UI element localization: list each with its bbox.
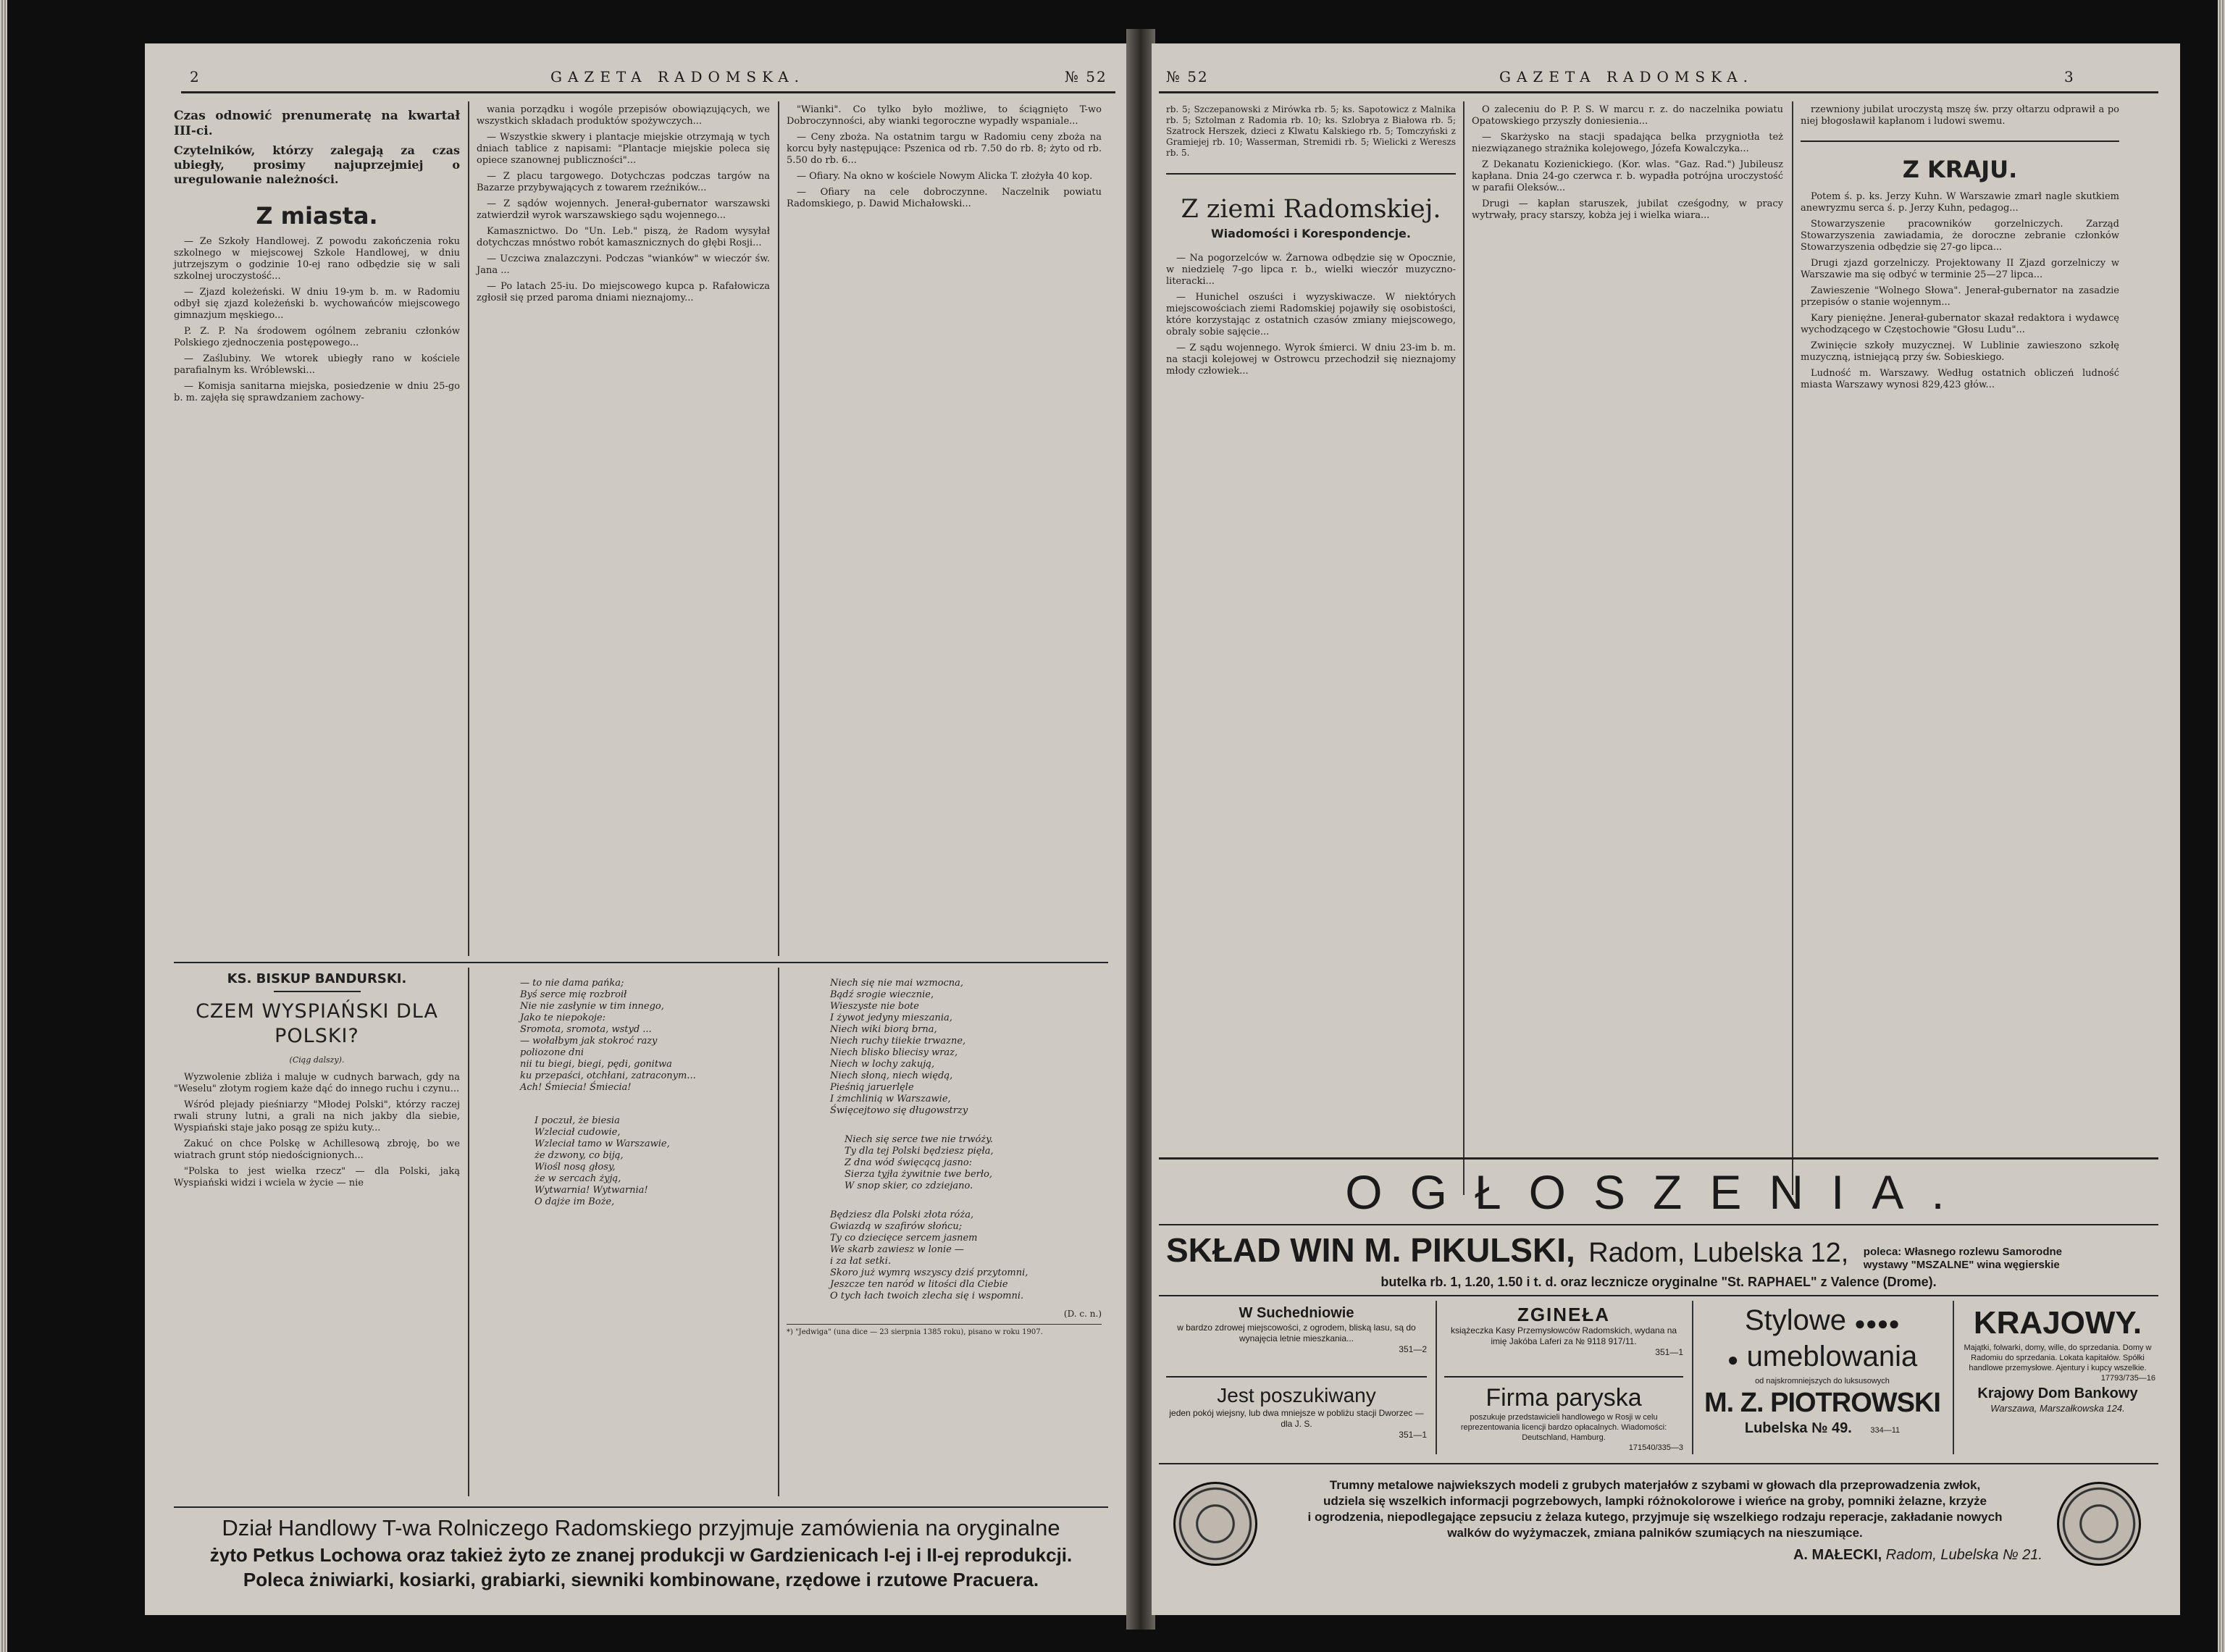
ad-title: Jest poszukiwany bbox=[1217, 1384, 1376, 1406]
article: — Z placu targowego. Dotychczas podczas targów na Bazarze przybywających z towarem rzeźników... bbox=[477, 171, 770, 193]
ad-jest-poszukiwany bbox=[1166, 1383, 1427, 1441]
book-spine bbox=[1126, 29, 1155, 1630]
footnote: *) "Jedwiga" (una dice — 23 sierpnia 1385 roku), pisano w roku 1907. bbox=[787, 1324, 1102, 1337]
ad-ref: 351—2 bbox=[1399, 1344, 1427, 1354]
section-z-kraju: Z KRAJU. bbox=[1902, 156, 2018, 183]
ad-line: żyto Petkus Lochowa oraz takież żyto ze znanej produkcji w Gardzienicach I-ej i II-ej reprodukcji. bbox=[209, 1544, 1073, 1566]
ad-line: Poleca żniwiarki, kosiarki, grabiarki, siewniki kombinowane, rzędowe i rzutowe Pracuera. bbox=[243, 1569, 1039, 1590]
ad-ref: 17793/735—16 bbox=[2100, 1374, 2155, 1383]
running-head-left: GAZETA RADOMSKA. bbox=[550, 68, 805, 85]
ad-rule bbox=[1166, 1376, 1427, 1378]
emblem-icon bbox=[2057, 1482, 2141, 1566]
article: — Komisja sanitarna miejska, posiedzenie w dniu 25-go b. m. zajęła się sprawdzaniem zachowy- bbox=[174, 381, 460, 403]
section-z-miasta: Z miasta. bbox=[256, 202, 378, 230]
emblem-icon bbox=[1173, 1482, 1257, 1566]
bullet-icon: ● bbox=[1727, 1349, 1739, 1370]
article: — Ceny zboża. Na ostatnim targu w Radomiu ceny zboża na korcu były następujące: Pszenica od rb. 7.50 do rb. 8; żyto od rb. 5.50 do rb. 6... bbox=[787, 132, 1102, 166]
column-divider bbox=[1792, 101, 1793, 1195]
ad-suchedniow bbox=[1166, 1304, 1427, 1355]
article: Zakuć on chce Polskę w Achillesową zbroję, bo we wiatrach grunt stóp niedoścignionych... bbox=[174, 1139, 460, 1161]
article: — Ofiary. Na okno w kościele Nowym Alicka T. złożyła 40 kop. bbox=[797, 171, 1093, 182]
article: "Polska to jest wielka rzecz" — dla Polski, jaką Wyspiański widzi i wciela w życie — nie bbox=[174, 1166, 460, 1188]
column-divider bbox=[1436, 1301, 1437, 1454]
ads-rule bbox=[1159, 1463, 2158, 1464]
column-divider bbox=[1692, 1301, 1693, 1454]
section-rule bbox=[1166, 173, 1456, 175]
wine-shop-offer: poleca: Własnego rozlewu Samorodne wystawy "MSZALNE" wina węgierskie bbox=[1863, 1245, 2062, 1271]
header-rule bbox=[181, 91, 1115, 93]
book-edge-left bbox=[0, 0, 7, 1652]
ad-title: ● umeblowania bbox=[1727, 1341, 1918, 1372]
notice-renew: Czas odnowić prenumeratę na kwartał III-ci. bbox=[174, 109, 460, 138]
issue-number-left: № 52 bbox=[1065, 68, 1107, 85]
bishop-title: CZEM WYSPIAŃSKI DLA POLSKI? bbox=[196, 1000, 438, 1047]
poem-e: Będziesz dla Polski złota róża, Gwiazdą w szafirów słońcu; Ty co dziecięce sercem jasnem We skarb zawiesz w lonie — i za łat setki. Skoro już wymrą wszyscy dziś przytomni, Jeszcze ten naród w litości dla Ciebie O tych łach twoich zlecha się i wspomni. bbox=[830, 1209, 1028, 1301]
article: Z Dekanatu Kozienickiego. (Kor. wlas. "Gaz. Rad.") Jubileusz kapłana. Dnia 24-go czerwca r. b. wypadła potrójna uroczystość w parafii Oleksów... bbox=[1472, 159, 1783, 193]
ad-text: Majątki, folwarki, domy, wille, do sprzedania. Domy w Radomiu do sprzedania. Lokata kapitałów. Spółki handlowe przemysłowe. Ajentury i kupcy wszelkie. bbox=[1964, 1343, 2152, 1372]
article: — Na pogorzelców w. Żarnowa odbędzie się w Opocznie, w niedzielę 7-go lipca r. b., wielki wieczór muzyczno-literacki... bbox=[1166, 253, 1456, 287]
article: "Wianki". Co tylko było możliwe, to ściągnięto T-wo Dobroczynności, aby wianki tegoroczne wypadły wspaniale... bbox=[787, 104, 1102, 127]
ad-title: Firma paryska bbox=[1486, 1384, 1642, 1412]
ad-malecki bbox=[1267, 1477, 2042, 1566]
ads-rule bbox=[1159, 1157, 2158, 1160]
article: Wyzwolenie zbliża i maluje w cudnych barwach, gdy na "Weselu" złotym rogiem każe dąć do innego ruchu i czynu... bbox=[174, 1072, 460, 1094]
wine-shop-prices: butelka rb. 1, 1.20, 1.50 i t. d. oraz lecznicze oryginalne "St. RAPHAEL" z Valence (Drome). bbox=[1380, 1275, 1937, 1289]
left-col-2 bbox=[477, 104, 770, 309]
left-col-1 bbox=[174, 109, 460, 408]
article: P. Z. P. Na środowem ogólnem zebraniu członków Polskiego zjednoczenia postępowego... bbox=[174, 326, 460, 348]
ad-text: w bardzo zdrowej miejscowości, z ogrodem, bliską lasu, są do wynajęcia letnie mieszkania... bbox=[1177, 1322, 1416, 1343]
article: Potem ś. p. ks. Jerzy Kuhn. W Warszawie zmarł nagle skutkiem anewryzmu serca ś. p. Jerzy Kuhn, pedagog... bbox=[1801, 191, 2119, 214]
notice-readers: Czytelników, którzy zalegają za czas ubiegły, prosimy najuprzejmiej o uregulowanie należności. bbox=[174, 143, 460, 186]
ad-text: od najskromniejszych do luksusowych bbox=[1755, 1377, 1890, 1385]
poem-d: Niech się serce twe nie trwóży. Ty dla tej Polski będziesz pięła, Z dna wód święcącą jasno: Sierza tyjła żywitnie twe berło, W snop skier, co zdziejano. bbox=[845, 1134, 994, 1191]
column-divider bbox=[778, 101, 779, 956]
ad-name: Krajowy Dom Bankowy bbox=[1977, 1385, 2138, 1401]
ad-title: KRAJOWY. bbox=[1973, 1305, 2142, 1341]
column-divider bbox=[468, 968, 469, 1496]
ad-name: M. Z. PIOTROWSKI bbox=[1704, 1388, 1940, 1418]
header-rule bbox=[1159, 91, 2158, 93]
ads-rule bbox=[1159, 1224, 2158, 1225]
page-number-left: 2 bbox=[190, 68, 205, 85]
page-number-right: 3 bbox=[2064, 68, 2079, 85]
book-edge-right bbox=[2218, 0, 2225, 1652]
article: — Wszystkie skwery i plantacje miejskie otrzymają w tych dniach tablice z napisami: "Plantacje miejskie poleca się opiece szanownej publiczności"... bbox=[477, 132, 770, 166]
ad-text: i ogrodzenia, niepodlegające zepsuciu z żelaza kutego, przyjmuje się wszelkiego rodzaju reperacje, zakładanie nowych bbox=[1307, 1510, 2003, 1524]
column-divider bbox=[1463, 101, 1465, 1195]
ad-title: Stylowe ●●●● bbox=[1744, 1304, 1900, 1336]
article: — Zjazd koleżeński. W dniu 19-ym b. m. w Radomiu odbył się zjazd koleżeński b. wychowańców miejscowego gimnazjum męskiego... bbox=[174, 287, 460, 321]
article: Drugi zjazd gorzelniczy. Projektowany II Zjazd gorzelniczy w Warszawie ma się odbyć w terminie 25—27 lipca... bbox=[1801, 258, 2119, 280]
article: Kamasznictwo. Do "Un. Leb." piszą, że Radom wysyłał dotychczas mnóstwo robót kamasznicznych do głębi Rosji... bbox=[477, 226, 770, 248]
left-col-3 bbox=[787, 104, 1102, 214]
feuilleton-col-2 bbox=[477, 978, 770, 1208]
ad-text: jeden pokój wiejsny, lub dwa mniejsze w pobliżu stacji Dworzec — dla J. S. bbox=[1169, 1408, 1424, 1429]
article: — Skarżysko na stacji spadająca belka przygniotła też niezwiązanego strażnika kolejowego, Józefa Kowalczyka... bbox=[1472, 132, 1783, 154]
ad-firma-paryska bbox=[1444, 1383, 1683, 1453]
right-page bbox=[1152, 43, 2180, 1615]
column-divider bbox=[1953, 1301, 1954, 1454]
donor-list: rb. 5; Szczepanowski z Mirówka rb. 5; ks. Sapotowicz z Malnika rb. 5; Sztolman z Radomia rb. 10; ks. Szlobrya z Białowa rb. 5; Szatrock Herszek, dzieci z Klwatu Kalskiego rb. 5; Tomczyński z Gramiejej rb. 10; Wasserman, Stremidi rb. 5; Wielicki z Wereszs rb. 5. bbox=[1166, 104, 1456, 158]
article: Drugi — kapłan staruszek, jubilat cześgodny, w pracy wytrwały, pracy starszy, kobża jej i wielka wiara... bbox=[1472, 198, 1783, 221]
left-page bbox=[145, 43, 1130, 1615]
ad-rule bbox=[1444, 1376, 1683, 1378]
article: — Uczciwa znalazczyni. Podczas "wianków" w wieczór św. Jana ... bbox=[477, 253, 770, 276]
column-divider bbox=[778, 968, 779, 1496]
poem-b: I poczuł, że biesia Wzleciał cudowie, Wzleciał tamo w Warszawie, że dzwony, co biją, Wiośl nosą głosy, że w sercach żyją, Wytwarnia! Wytwarnia! O dajże im Boże, bbox=[535, 1115, 670, 1207]
ad-text: poszukuje przedstawicieli handlowego w Rosji w celu reprezentowania licencji bardzo opłacalnych. Wiadomości: Deutschland, Hamburg. bbox=[1460, 1413, 1667, 1442]
small-rule bbox=[274, 991, 361, 992]
ad-text: książeczka Kasy Przemysłowców Radomskich, wydana na imię Jakóba Laferi za № 9118 917/11. bbox=[1450, 1325, 1677, 1346]
ad-address: Warszawa, Marszałkowska 124. bbox=[1990, 1403, 2125, 1414]
ad-piotrowski bbox=[1699, 1304, 1945, 1439]
bullet-icon: ●●●● bbox=[1854, 1312, 1900, 1334]
bishop-header: KS. BISKUP BANDURSKI. bbox=[227, 971, 407, 986]
ad-ref: 171540/335—3 bbox=[1628, 1443, 1683, 1452]
ad-tow-rolniczego bbox=[174, 1514, 1108, 1592]
article: wania porządku i wogóle przepisów obowiązujących, we wszystkich składach produktów spożywczych... bbox=[477, 104, 770, 127]
right-col-2 bbox=[1472, 104, 1783, 226]
ad-krajowy bbox=[1960, 1304, 2155, 1414]
poem-signoff: (D. c. n.) bbox=[1063, 1309, 1102, 1319]
article: — Ofiary na cele dobroczynne. Naczelnik powiatu Radomskiego, p. Dawid Michałowski... bbox=[787, 187, 1102, 209]
ad-address: Lubelska № 49. 334—11 bbox=[1744, 1420, 1901, 1436]
article: — Z sądu wojennego. Wyrok śmierci. W dniu 23-im b. m. na stacji kolejowej w Ostrowcu przechodził się nieznajomy młody człowiek... bbox=[1166, 343, 1456, 377]
issue-number-right: № 52 bbox=[1166, 68, 1209, 85]
article: — Zaślubiny. We wtorek ubiegły rano w kościele parafialnym ks. Wróblewski... bbox=[174, 353, 460, 376]
ad-text: udziela się wszelkich informacji pogrzebowych, lampki różnokolorowe i wieńce na groby, pomniki żelazne, krzyże bbox=[1323, 1494, 1987, 1508]
bishop-continued: (Ciąg dalszy). bbox=[289, 1055, 345, 1065]
ad-signature: A. MAŁECKI, Radom, Lubelska № 21. bbox=[1793, 1547, 2042, 1563]
ad-wine bbox=[1166, 1230, 2151, 1291]
ad-text: Trumny metalowe najwiekszych modeli z grubych materjałów z szybami w głowach dla przeprowadzenia zwłok, bbox=[1329, 1478, 1981, 1492]
ad-title: W Suchedniowie bbox=[1239, 1305, 1354, 1321]
ad-text: walków do wyżymaczek, zmiana palników szumiących na nieszumiące. bbox=[1447, 1526, 1863, 1540]
column-divider bbox=[468, 101, 469, 956]
poem-a: — to nie dama pańka; Byś serce mię rozbroił Nie nie zasłynie w tim innego, Jako te niepokoje: Sromota, sromota, wstyd ... — wołałbym jak stokroć razy poliozone dni nii tu biegi, biegi, pędi, gonitwa ku przepaści, otchłani, zatraconym... Ach! Śmiecia! Śmiecia! bbox=[520, 978, 696, 1093]
article: — Hunichel oszuści i wyzyskiwacze. W niektórych miejscowościach ziemi Radomskiej pojawiły się osobistości, które korzystając z ostatnich czasów zmiany miejscowego, obraly sobie sajęcie... bbox=[1166, 292, 1456, 337]
article: O zaleceniu do P. P. S. W marcu r. z. do naczelnika powiatu Opatowskiego przyszły doniesienia... bbox=[1472, 104, 1783, 127]
article: — Po latach 25-iu. Do miejscowego kupca p. Rafałowicza zgłosił się przed paroma dniami nieznajomy... bbox=[477, 281, 770, 303]
article: Zawieszenie "Wolnego Słowa". Jenerał-gubernator na zasadzie przepisów o stanie wojennym... bbox=[1801, 285, 2119, 308]
ads-title: OGŁOSZENIA. bbox=[1345, 1165, 1972, 1219]
ad-line: Dział Handlowy T-wa Rolniczego Radomskiego przyjmuje zamówienia na oryginalne bbox=[222, 1515, 1060, 1540]
article: Kary pieniężne. Jenerał-gubernator skazał redaktora i wydawcę wychodzącego w Częstochowie "Głosu Ludu"... bbox=[1801, 313, 2119, 335]
right-col-1 bbox=[1166, 104, 1456, 382]
section-subtitle: Wiadomości i Korespondencje. bbox=[1211, 227, 1411, 240]
feuilleton-bandurski bbox=[174, 970, 460, 1194]
article: rzewniony jubilat uroczystą mszę św. przy ołtarzu odprawił a po niej błogosławił kapłanom i ludowi swemu. bbox=[1801, 104, 2119, 127]
feuilleton-col-3 bbox=[787, 978, 1102, 1337]
ad-ref: 351—1 bbox=[1655, 1347, 1683, 1357]
poem-c: Niech się nie mai wzmocna, Bądź srogie wiecznie, Wieszyste nie bote I żywot jedyny mieszania, Niech wiki biorą brna, Niech ruchy tiiekie trwazne, Niech blisko bliecisy wraz, Niech w lochy zakują, Niech słoną, niech więdą, Pieśnią jaruerlęle I żmchlinią w Warszawie, Święcejtowo się długowstrzy bbox=[830, 978, 968, 1116]
article: — Ze Szkoły Handlowej. Z powodu zakończenia roku szkolnego w miejscowej Szkole Handlowej, w dniu jutrzejszym o godzinie 10-ej rano odbędzie się w sali szkolnej uroczystość... bbox=[174, 236, 460, 282]
article: Stowarzyszenie pracowników gorzelniczych. Zarząd Stowarzyszenia zawiadamia, że doroczne zebranie członków Stowarzyszenia odbędzie się 27-go lipca... bbox=[1801, 219, 2119, 253]
article: Ludność m. Warszawy. Według ostatnich obliczeń ludność miasta Warszawy wynosi 829,423 głów... bbox=[1801, 368, 2119, 390]
article: — Z sądów wojennych. Jenerał-gubernator warszawski zatwierdził wyrok warszawskiego sądu wojennego... bbox=[477, 198, 770, 221]
article: Zwinięcie szkoły muzycznej. W Lublinie zawieszono szkołę muzyczną, istniejącą przy św. Sobieskiego. bbox=[1801, 340, 2119, 363]
ads-rule bbox=[1159, 1295, 2158, 1296]
right-col-3 bbox=[1801, 104, 2119, 395]
ad-zginela bbox=[1444, 1304, 1683, 1358]
article: Wśród plejady pieśniarzy "Młodej Polski", którzy raczej rwali struny lutni, a grali na nich jakby dla siebie, Wyspiański staje jako posąg ze spiżu kuty... bbox=[174, 1099, 460, 1133]
ad-ref: 351—1 bbox=[1399, 1430, 1427, 1440]
wine-shop-address: Radom, Lubelska 12, bbox=[1588, 1238, 1849, 1268]
wine-shop-name: SKŁAD WIN M. PIKULSKI, bbox=[1166, 1231, 1575, 1269]
ad-rule bbox=[174, 1506, 1108, 1508]
section-rule bbox=[1801, 141, 2119, 142]
ad-title: ZGINEŁA bbox=[1517, 1304, 1611, 1325]
running-head-right: GAZETA RADOMSKA. bbox=[1499, 68, 1754, 85]
feuilleton-rule bbox=[174, 962, 1108, 963]
section-z-ziemi: Z ziemi Radomskiej. bbox=[1181, 195, 1441, 224]
